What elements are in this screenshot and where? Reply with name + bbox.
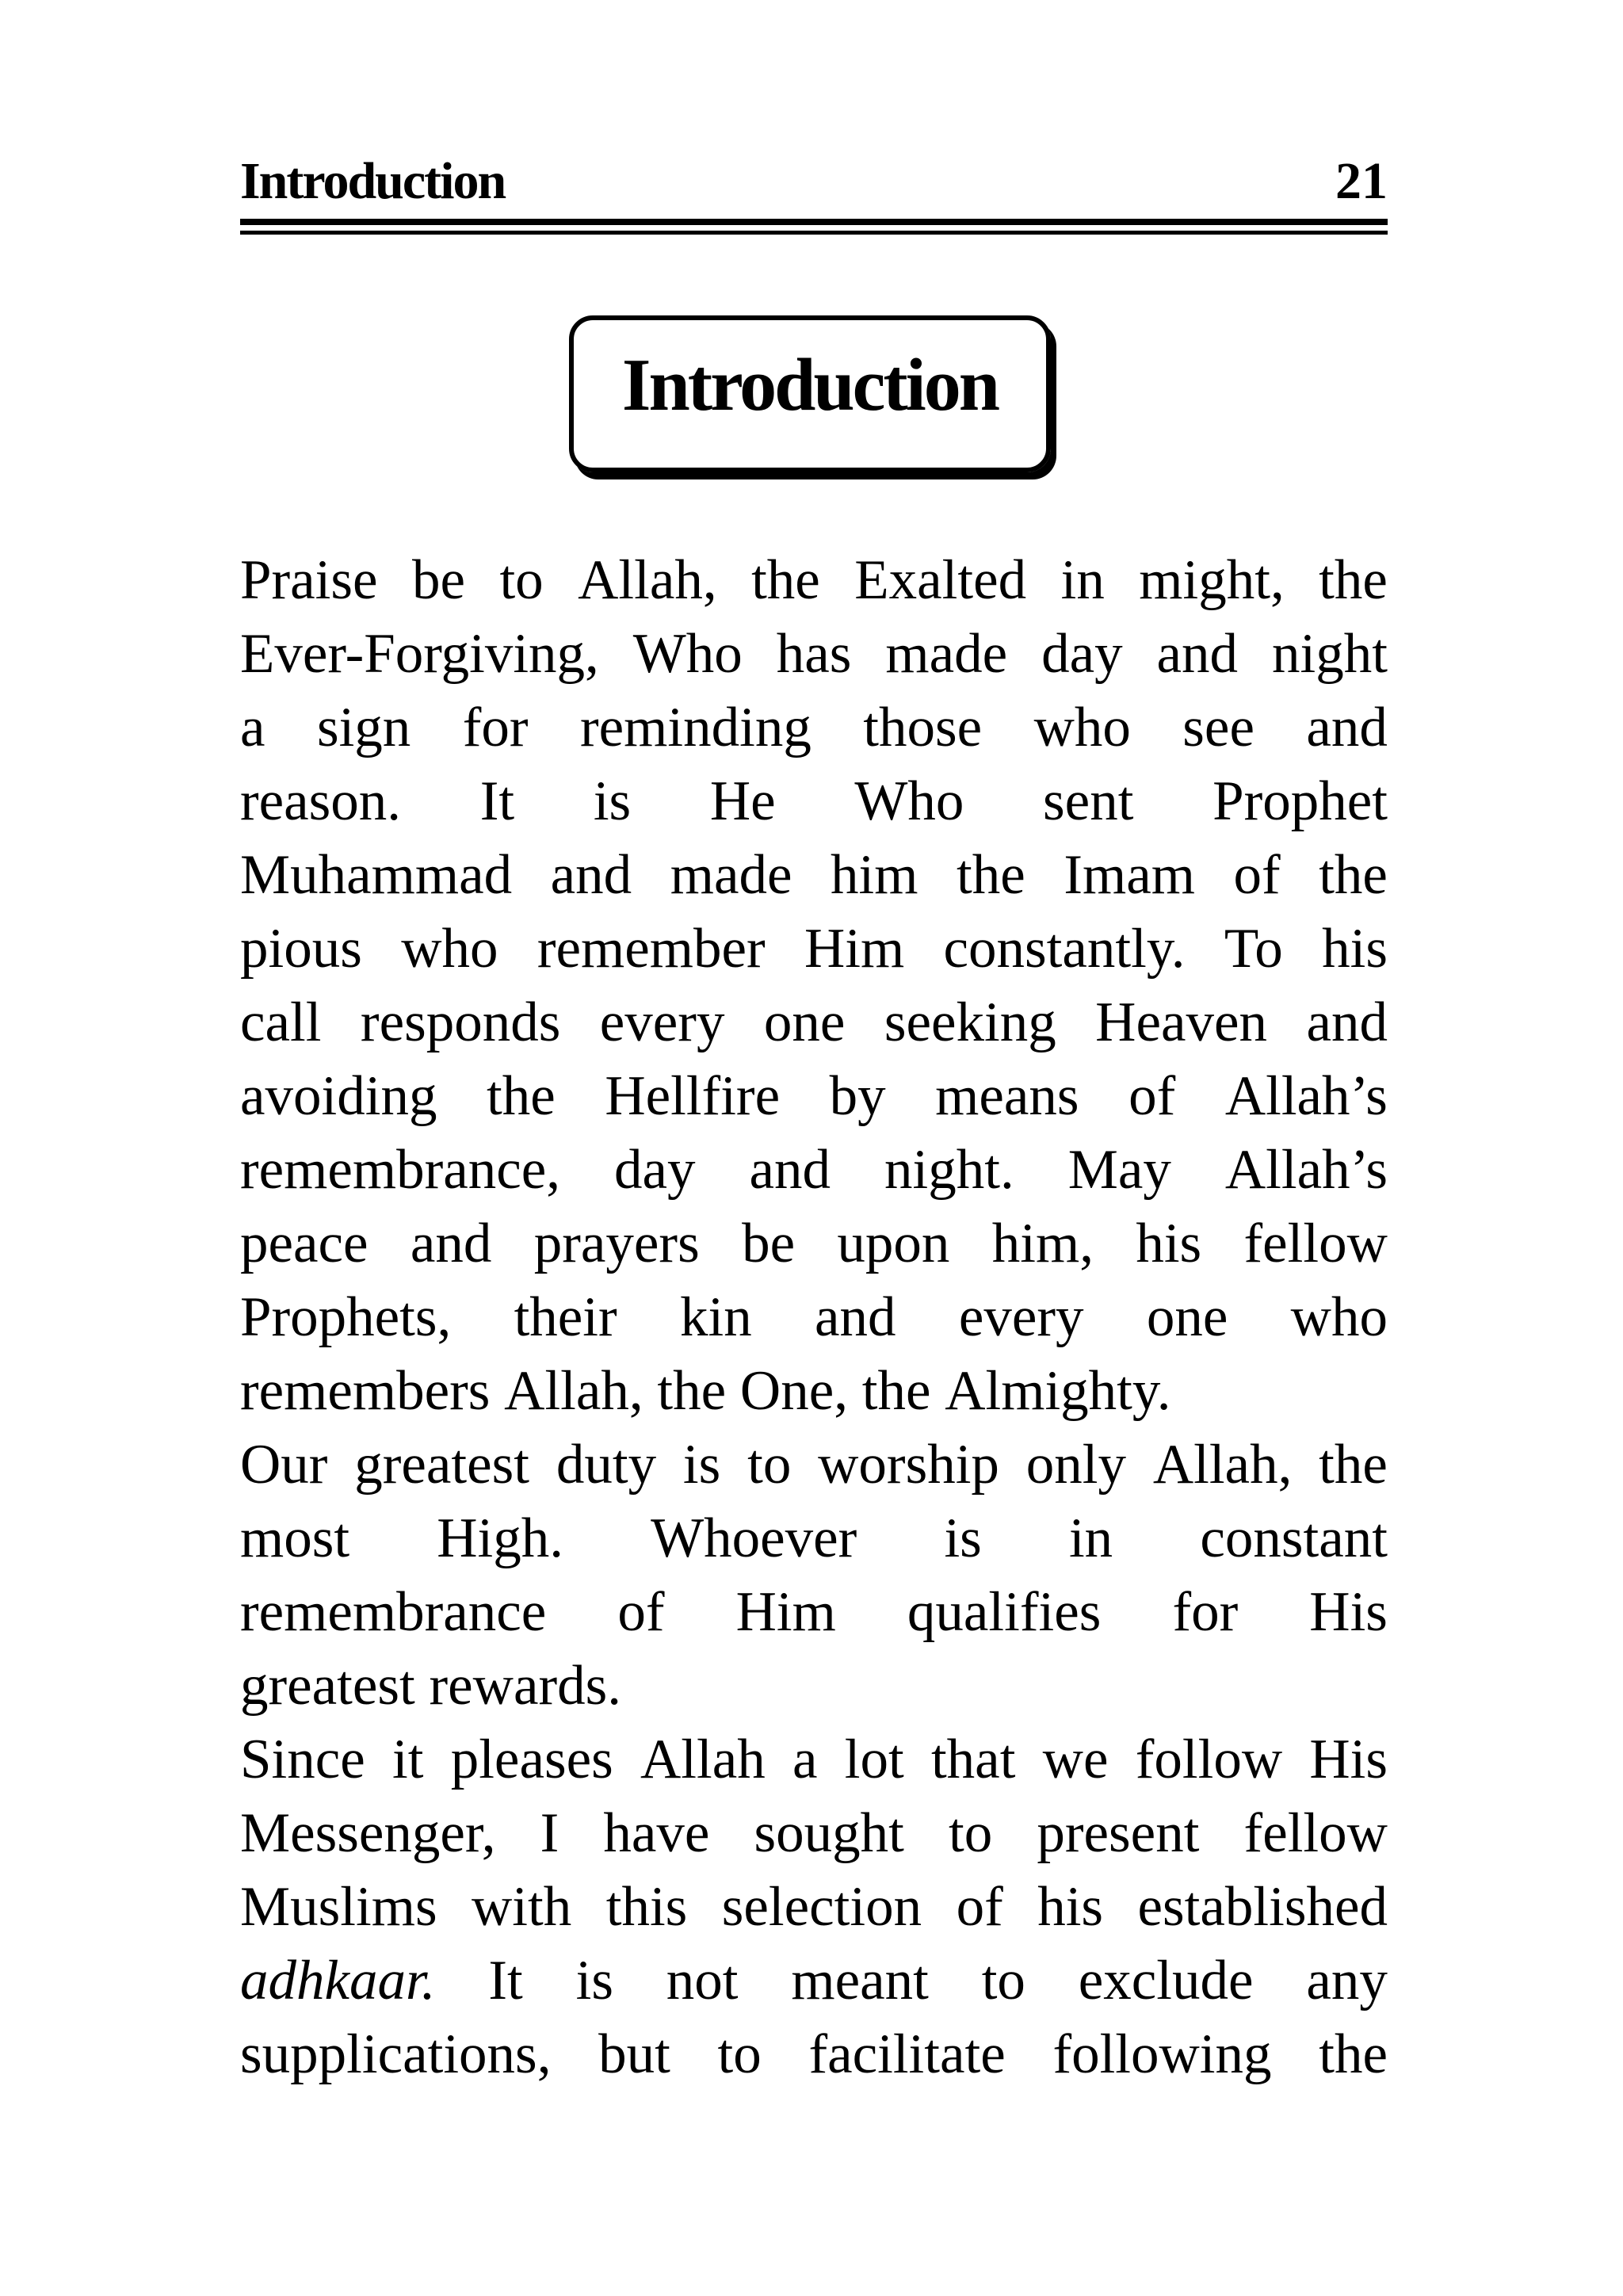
body-word: of [617,1581,665,1643]
body-word: and [550,844,632,906]
chapter-title-box [569,315,1051,472]
body-line [240,1207,1388,1281]
body-word: upon [837,1213,950,1274]
body-word: day [614,1139,696,1201]
body-line [240,1649,1388,1723]
body-word: I [540,1802,559,1864]
body-word: remembers [240,1360,491,1422]
body-word: duty [556,1434,657,1496]
body-line [240,1281,1388,1354]
body-word: remember [537,918,766,980]
body-word: one [1146,1286,1228,1348]
body-word: the [1319,2023,1388,2085]
header-rule-thick [240,219,1388,225]
body-word: the [487,1065,556,1127]
body-word: remembrance [240,1581,547,1643]
body-word: selection [721,1876,922,1938]
body-word: to [949,1802,993,1864]
body-word: for [462,697,529,758]
body-word: made [670,844,792,906]
body-word: his [1037,1876,1104,1938]
body-word: is [682,1434,721,1496]
body-line [240,544,1388,617]
body-word: prayers [533,1213,700,1274]
body-text [240,544,1388,2092]
body-word: responds [360,991,561,1053]
body-word: meant [791,1950,929,2011]
body-word: a [240,697,265,758]
body-word: who [1290,1286,1388,1348]
body-word: with [472,1876,572,1938]
body-word: his [1322,918,1388,980]
body-word: their [514,1286,617,1348]
body-word: not [666,1950,739,2011]
body-word: reason. [240,770,402,832]
chapter-title: Introduction [621,344,999,426]
body-word: reminding [579,697,812,758]
body-word: made [885,623,1008,685]
body-word: Who [632,623,743,685]
running-header-title: Introduction [240,152,506,210]
body-word: most [240,1507,350,1569]
body-word: follow [1135,1729,1283,1790]
body-word: Prophet [1212,770,1388,832]
body-word: only [1025,1434,1126,1496]
body-word: established [1137,1876,1388,1938]
body-word: the [1319,1434,1388,1496]
body-word: of [956,1876,1003,1938]
body-word: and [1306,697,1388,758]
body-word: pious [240,918,362,980]
body-word: be [742,1213,796,1274]
body-word: of [1233,844,1281,906]
body-word: and [1306,991,1388,1053]
body-word: a [792,1729,818,1790]
body-word: of [1128,1065,1176,1127]
body-line [240,912,1388,986]
body-line [240,1428,1388,1502]
body-line [240,617,1388,691]
body-word: Him [735,1581,836,1643]
body-word: Allah’s [1224,1065,1388,1127]
body-word: Who [854,770,964,832]
body-word: peace [240,1213,369,1274]
body-line [240,765,1388,839]
body-word: constantly. [943,918,1186,980]
body-word: Exalted [854,549,1027,611]
body-word: him [831,844,918,906]
body-word: one [763,991,846,1053]
body-word: kin [679,1286,752,1348]
body-word: in [1060,549,1105,611]
body-word: day [1041,623,1123,685]
body-word: and [749,1139,831,1201]
body-word: night. [884,1139,1014,1201]
body-word: night [1272,623,1388,685]
body-word: to [499,549,544,611]
body-word: He [709,770,776,832]
running-header [240,151,1388,212]
body-word: To [1224,918,1283,980]
body-word: rewards. [429,1655,621,1717]
body-line [240,1870,1388,1944]
body-line [240,1944,1388,2018]
body-word: Heaven [1095,991,1267,1053]
body-word: Praise [240,549,378,611]
body-line [240,1133,1388,1207]
body-word: we [1042,1729,1109,1790]
body-word: supplications, [240,2023,552,2085]
body-word: fellow [1243,1213,1388,1274]
body-word: qualifies [907,1581,1102,1643]
body-word: but [598,2023,670,2085]
body-word: One, [739,1360,848,1422]
body-line [240,1576,1388,1649]
body-word: His [1309,1729,1388,1790]
body-word: the [1319,549,1388,611]
body-word: to [717,2023,762,2085]
body-word: present [1037,1802,1200,1864]
body-word: Whoever [651,1507,857,1569]
body-word: exclude [1078,1950,1254,2011]
body-word: him, [991,1213,1094,1274]
body-word: facilitate [808,2023,1006,2085]
body-word: means [935,1065,1079,1127]
body-word: Allah, [1152,1434,1293,1496]
body-word: Him [804,918,905,980]
body-word: remembrance, [240,1139,561,1201]
body-word: every [958,1286,1084,1348]
body-word: Ever-Forgiving, [240,623,599,685]
body-line [240,1723,1388,1797]
body-word: and [410,1213,492,1274]
body-word: in [1068,1507,1113,1569]
body-word: any [1306,1950,1388,2011]
body-word: is [944,1507,982,1569]
body-word: It [488,1950,523,2011]
body-word: Almighty. [945,1360,1171,1422]
body-word: this [605,1876,688,1938]
body-word: it [392,1729,424,1790]
body-word: see [1182,697,1254,758]
body-word: It [479,770,515,832]
body-word: every [599,991,725,1053]
body-line [240,986,1388,1060]
body-word: who [1033,697,1131,758]
body-word: have [603,1802,710,1864]
body-word: Imam [1064,844,1195,906]
body-word: Prophets, [240,1286,452,1348]
body-word: Allah [640,1729,766,1790]
body-word: be [411,549,465,611]
body-word: and [1156,623,1239,685]
body-word: those [863,697,983,758]
body-word: sent [1043,770,1134,832]
body-word: is [593,770,632,832]
body-word: sought [754,1802,904,1864]
body-word: the [1319,844,1388,906]
body-word: greatest [240,1655,415,1717]
body-word: and [815,1286,896,1348]
body-word: is [575,1950,613,2011]
page-number: 21 [1335,152,1388,210]
body-word: by [829,1065,886,1127]
body-line [240,1060,1388,1133]
body-line [240,1354,1388,1428]
body-word: seeking [884,991,1056,1053]
body-word: constant [1200,1507,1388,1569]
body-word: worship [818,1434,999,1496]
header-rule-thin [240,231,1388,235]
body-word: Messenger, [240,1802,496,1864]
body-word: who [401,918,498,980]
body-word: May [1067,1139,1171,1201]
body-word: following [1052,2023,1272,2085]
body-word: the [957,844,1025,906]
body-word: sign [316,697,411,758]
body-word: that [930,1729,1016,1790]
body-line [240,1502,1388,1576]
body-word: High. [437,1507,563,1569]
body-word: to [747,1434,792,1496]
body-word: has [776,623,852,685]
body-line [240,1797,1388,1870]
body-word: the [751,549,820,611]
body-word: Since [240,1729,365,1790]
body-word: lot [844,1729,904,1790]
body-word: his [1136,1213,1202,1274]
body-word: greatest [354,1434,530,1496]
body-word: might, [1139,549,1285,611]
body-line [240,839,1388,912]
body-word: for [1172,1581,1239,1643]
body-word: fellow [1243,1802,1388,1864]
body-word: His [1309,1581,1388,1643]
body-word: Allah, [578,549,717,611]
body-line [240,2018,1388,2092]
body-word: pleases [450,1729,613,1790]
body-word: to [981,1950,1025,2011]
body-word: Hellfire [605,1065,781,1127]
body-word: adhkaar. [240,1950,436,2011]
body-word: call [240,991,322,1053]
body-word: Our [240,1434,328,1496]
body-word: Allah’s [1224,1139,1388,1201]
body-word: avoiding [240,1065,437,1127]
body-word: Muhammad [240,844,513,906]
body-word: Muslims [240,1876,437,1938]
body-line [240,691,1388,765]
body-word: Allah, [504,1360,643,1422]
body-word: the [657,1360,727,1422]
body-word: the [861,1360,931,1422]
